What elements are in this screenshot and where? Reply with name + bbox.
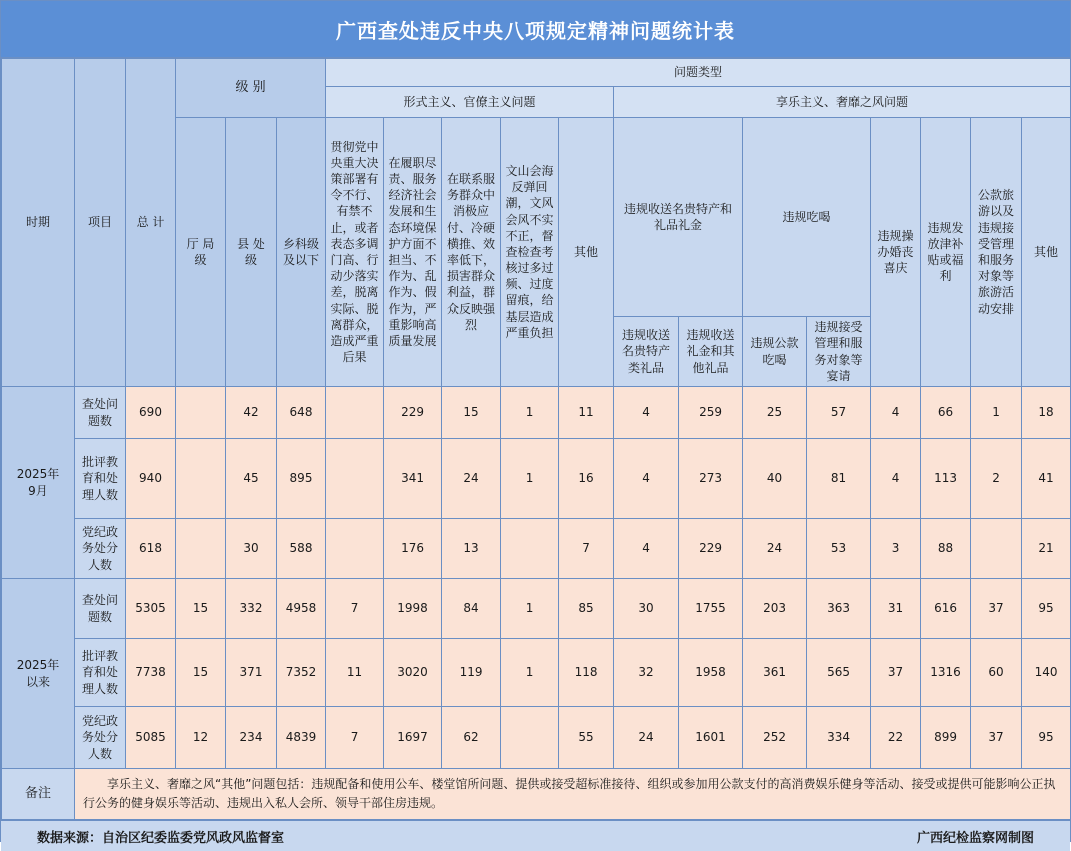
cell: 95 xyxy=(1022,579,1071,639)
cell xyxy=(501,707,559,769)
cell: 229 xyxy=(679,519,743,579)
cell: 12 xyxy=(176,707,226,769)
cell: 15 xyxy=(176,579,226,639)
cell: 895 xyxy=(277,439,326,519)
cell: 88 xyxy=(921,519,971,579)
header-formalism-2: 在履职尽责、服务经济社会发展和生态环境保护方面不担当、不作为、乱作为、假作为，严重影响高质量发展 xyxy=(384,118,442,387)
cell xyxy=(176,519,226,579)
cell: 113 xyxy=(921,439,971,519)
cell: 4 xyxy=(614,439,679,519)
cell: 24 xyxy=(614,707,679,769)
data-source: 数据来源：自治区纪委监委党风政风监督室 xyxy=(37,830,285,846)
header-formalism: 形式主义、官僚主义问题 xyxy=(326,87,614,118)
cell: 37 xyxy=(971,707,1022,769)
cell: 4958 xyxy=(277,579,326,639)
row-label: 查处问题数 xyxy=(75,579,126,639)
cell-total: 5085 xyxy=(126,707,176,769)
header-gifts: 违规收送名贵特产和礼品礼金 xyxy=(614,118,743,317)
header-hedonism-other: 其他 xyxy=(1022,118,1071,387)
cell: 37 xyxy=(871,639,921,707)
cell xyxy=(176,439,226,519)
cell: 31 xyxy=(871,579,921,639)
header-dining: 违规吃喝 xyxy=(743,118,871,317)
note-text: 享乐主义、奢靡之风“其他”问题包括：违规配备和使用公车、楼堂馆所问题、提供或接受超标准接待、组织或参加用公款支付的高消费娱乐健身等活动、接受或提供可能影响公正执行公务的健身娱乐等活动、违规出入私人会所、领导干部住房违规。 xyxy=(75,769,1071,820)
header-level-xiang: 乡科级及以下 xyxy=(277,118,326,387)
cell: 252 xyxy=(743,707,807,769)
cell-total: 5305 xyxy=(126,579,176,639)
cell: 24 xyxy=(442,439,501,519)
cell: 7 xyxy=(559,519,614,579)
cell: 648 xyxy=(277,387,326,439)
header-gifts-money: 违规收送礼金和其他礼品 xyxy=(679,317,743,387)
row-label: 批评教育和处理人数 xyxy=(75,439,126,519)
cell: 21 xyxy=(1022,519,1071,579)
cell: 899 xyxy=(921,707,971,769)
cell-total: 690 xyxy=(126,387,176,439)
cell xyxy=(326,519,384,579)
cell: 7 xyxy=(326,579,384,639)
period-2025-ytd: 2025年以来 xyxy=(2,579,75,769)
cell: 1958 xyxy=(679,639,743,707)
cell: 30 xyxy=(614,579,679,639)
page-title: 广西查处违反中央八项规定精神问题统计表 xyxy=(1,1,1070,58)
row-label: 党纪政务处分人数 xyxy=(75,519,126,579)
cell: 25 xyxy=(743,387,807,439)
header-formalism-other: 其他 xyxy=(559,118,614,387)
header-formalism-3: 在联系服务群众中消极应付、冷硬横推、效率低下，损害群众利益，群众反映强烈 xyxy=(442,118,501,387)
row-label: 查处问题数 xyxy=(75,387,126,439)
header-item: 项目 xyxy=(75,59,126,387)
cell: 11 xyxy=(326,639,384,707)
header-dining-public: 违规公款吃喝 xyxy=(743,317,807,387)
cell: 1 xyxy=(501,639,559,707)
cell: 1 xyxy=(501,387,559,439)
header-level: 级 别 xyxy=(176,59,326,118)
cell: 1755 xyxy=(679,579,743,639)
header-total: 总 计 xyxy=(126,59,176,387)
cell xyxy=(326,387,384,439)
cell: 203 xyxy=(743,579,807,639)
cell: 7352 xyxy=(277,639,326,707)
note-label: 备注 xyxy=(2,769,75,820)
cell: 565 xyxy=(807,639,871,707)
cell: 22 xyxy=(871,707,921,769)
cell: 11 xyxy=(559,387,614,439)
cell: 1 xyxy=(501,579,559,639)
cell: 62 xyxy=(442,707,501,769)
header-allowances: 违规发放津补贴或福利 xyxy=(921,118,971,387)
statistics-table xyxy=(1,58,1071,820)
cell: 60 xyxy=(971,639,1022,707)
header-level-ting: 厅 局 级 xyxy=(176,118,226,387)
cell: 30 xyxy=(226,519,277,579)
cell: 66 xyxy=(921,387,971,439)
cell: 234 xyxy=(226,707,277,769)
cell: 334 xyxy=(807,707,871,769)
cell: 273 xyxy=(679,439,743,519)
cell: 57 xyxy=(807,387,871,439)
cell: 119 xyxy=(442,639,501,707)
cell: 13 xyxy=(442,519,501,579)
cell: 229 xyxy=(384,387,442,439)
cell: 40 xyxy=(743,439,807,519)
header-tourism: 公款旅游以及违规接受管理和服务对象等旅游活动安排 xyxy=(971,118,1022,387)
cell: 45 xyxy=(226,439,277,519)
cell: 81 xyxy=(807,439,871,519)
cell-total: 618 xyxy=(126,519,176,579)
row-label: 党纪政务处分人数 xyxy=(75,707,126,769)
header-gifts-specialty: 违规收送名贵特产类礼品 xyxy=(614,317,679,387)
cell: 32 xyxy=(614,639,679,707)
header-weddings: 违规操办婚丧喜庆 xyxy=(871,118,921,387)
cell: 4 xyxy=(614,387,679,439)
header-formalism-1: 贯彻党中央重大决策部署有令不行、有禁不止，或者表态多调门高、行动少落实差，脱离实际、脱离群众，造成严重后果 xyxy=(326,118,384,387)
header-dining-banquet: 违规接受管理和服务对象等宴请 xyxy=(807,317,871,387)
period-2025-09: 2025年9月 xyxy=(2,387,75,579)
cell-total: 7738 xyxy=(126,639,176,707)
row-label: 批评教育和处理人数 xyxy=(75,639,126,707)
header-hedonism: 享乐主义、奢靡之风问题 xyxy=(614,87,1071,118)
cell: 588 xyxy=(277,519,326,579)
cell xyxy=(326,439,384,519)
header-problem-type: 问题类型 xyxy=(326,59,1071,87)
cell: 4 xyxy=(871,387,921,439)
header-period: 时期 xyxy=(2,59,75,387)
cell: 95 xyxy=(1022,707,1071,769)
cell xyxy=(971,519,1022,579)
cell: 15 xyxy=(176,639,226,707)
cell: 332 xyxy=(226,579,277,639)
cell: 3 xyxy=(871,519,921,579)
cell: 55 xyxy=(559,707,614,769)
cell: 1 xyxy=(971,387,1022,439)
cell: 176 xyxy=(384,519,442,579)
cell: 361 xyxy=(743,639,807,707)
cell: 16 xyxy=(559,439,614,519)
cell: 341 xyxy=(384,439,442,519)
cell: 1998 xyxy=(384,579,442,639)
cell: 42 xyxy=(226,387,277,439)
cell: 41 xyxy=(1022,439,1071,519)
header-level-xian: 县 处 级 xyxy=(226,118,277,387)
cell: 84 xyxy=(442,579,501,639)
cell: 7 xyxy=(326,707,384,769)
cell: 1697 xyxy=(384,707,442,769)
producer-credit: 广西纪检监察网制图 xyxy=(916,830,1034,846)
cell: 2 xyxy=(971,439,1022,519)
cell: 4839 xyxy=(277,707,326,769)
cell: 371 xyxy=(226,639,277,707)
cell: 616 xyxy=(921,579,971,639)
cell: 363 xyxy=(807,579,871,639)
cell: 85 xyxy=(559,579,614,639)
cell-total: 940 xyxy=(126,439,176,519)
cell xyxy=(176,387,226,439)
cell: 4 xyxy=(871,439,921,519)
cell: 118 xyxy=(559,639,614,707)
cell: 53 xyxy=(807,519,871,579)
cell: 15 xyxy=(442,387,501,439)
cell: 1 xyxy=(501,439,559,519)
cell: 140 xyxy=(1022,639,1071,707)
cell: 3020 xyxy=(384,639,442,707)
cell: 4 xyxy=(614,519,679,579)
header-formalism-4: 文山会海反弹回潮，文风会风不实不正，督查检查考核过多过频、过度留痕，给基层造成严重负担 xyxy=(501,118,559,387)
cell: 18 xyxy=(1022,387,1071,439)
cell: 1601 xyxy=(679,707,743,769)
footer xyxy=(1,820,1070,851)
cell: 37 xyxy=(971,579,1022,639)
cell: 1316 xyxy=(921,639,971,707)
cell: 24 xyxy=(743,519,807,579)
cell xyxy=(501,519,559,579)
cell: 259 xyxy=(679,387,743,439)
